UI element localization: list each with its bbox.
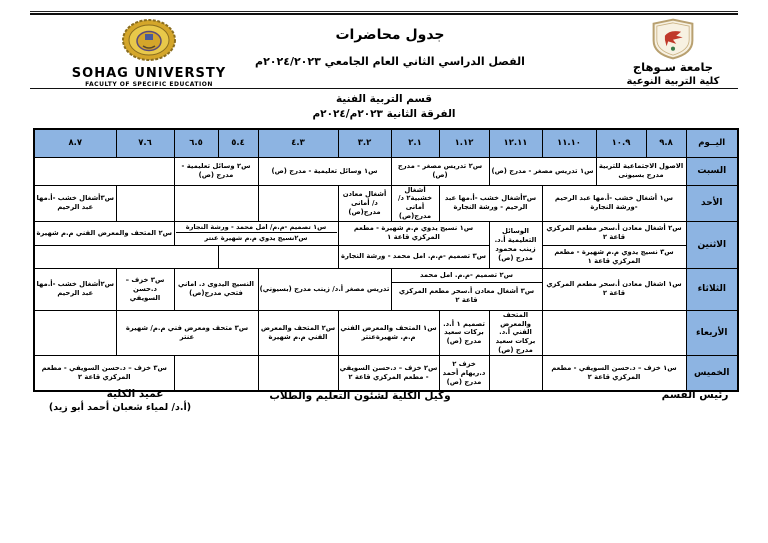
grade-title: الفرقة الثانية ٢٠٢٣م/٢٠٢٤م xyxy=(312,108,456,120)
table-row xyxy=(34,185,738,221)
day-label-wednesday: الأربعاء xyxy=(686,310,738,355)
schedule-cell: س٣أشغال خشب -أ.مها عبد الرحيم xyxy=(34,185,116,221)
time-slot-header: ٩.٨ xyxy=(646,129,686,157)
empty-cell xyxy=(218,245,338,268)
empty-cell xyxy=(258,185,338,221)
empty-cell xyxy=(174,355,258,391)
table-header-row xyxy=(34,129,738,157)
empty-cell xyxy=(258,355,338,391)
schedule-cell: س٢ تدريس مصغر - مدرج (ص) xyxy=(391,157,489,185)
university-name-ar: جامعة سـوهاج xyxy=(632,60,714,74)
schedule-cell: تدريس مصغر أ.د/ زينب مدرج (بسيوني) xyxy=(258,268,391,310)
day-label-thursday: الخميس xyxy=(686,355,738,391)
department-title: قسم التربية الفنية xyxy=(335,93,433,105)
time-slot-header: ٤.٣ xyxy=(258,129,338,157)
signature-dean: عميد الكلية xyxy=(106,388,164,400)
schedule-cell: س٣ خزف – د.حسن السويفي - مطعم المركزي قاعة ٢ xyxy=(34,355,174,391)
schedule-cell: الوسائل التعليمية أ.د. زينب محمود مدرج (ص) xyxy=(489,221,542,268)
table-row xyxy=(34,157,738,185)
time-slot-header: ٧.٦ xyxy=(116,129,174,157)
time-slot-header: ١.١٢ xyxy=(439,129,489,157)
signature-head-of-department: رئيس القسم xyxy=(661,389,729,401)
empty-cell xyxy=(116,185,174,221)
time-slot-header: ٢.١ xyxy=(391,129,439,157)
faculty-name-ar: كلية التربية النوعية xyxy=(626,76,720,87)
table-row xyxy=(34,268,738,282)
schedule-cell: س٢ تصميم -م.م. امل محمد xyxy=(391,268,542,282)
empty-cell xyxy=(34,310,116,355)
header-divider-rule xyxy=(30,88,738,89)
schedule-cell: س٢نسيج يدوي م.م شهيرة عنتر xyxy=(204,234,308,243)
schedule-cell: س٣أشغال خشب -أ.مها عبد الرحيم - ورشة النجارة xyxy=(439,185,542,221)
document-title-block xyxy=(240,27,540,68)
gold-emblem-icon xyxy=(34,18,264,64)
faculty-name-en: FACULTY OF SPECIFIC EDUCATION xyxy=(85,81,213,88)
time-slot-header: ١١.١٠ xyxy=(542,129,596,157)
schedule-cell: س٢ وسائل تعليمية - مدرج (ص) xyxy=(174,157,258,185)
table-row xyxy=(34,221,738,245)
empty-cell xyxy=(174,185,258,221)
schedule-cell: الاصول الاجتماعية للتربية مدرج بسيونى xyxy=(596,157,686,185)
schedule-cell-split xyxy=(174,221,338,245)
top-double-rule xyxy=(30,11,738,15)
time-slot-header: ٨.٧ xyxy=(34,129,116,157)
schedule-cell: س٢ المتحف والمعرض الفني م.م شهيرة xyxy=(258,310,338,355)
schedule-cell: س١ اشغال معادن أ.سحر مطعم المركزي قاعة ٢ xyxy=(542,268,686,310)
arabic-header-block xyxy=(598,18,748,87)
day-label-tuesday: الثلاثاء xyxy=(686,268,738,310)
table-row xyxy=(34,245,738,268)
schedule-cell: أشغال خشبية٢ د/ أمانى مدرج(ص) xyxy=(391,185,439,221)
day-column-header: اليــوم xyxy=(686,129,738,157)
eagle-shield-icon xyxy=(598,18,748,60)
time-slot-header: ٣.٢ xyxy=(338,129,391,157)
schedule-cell: س٣ متحف ومعرض فني م.م/ شهيرة عنتر xyxy=(116,310,258,355)
time-slot-header: ١٠.٩ xyxy=(596,129,646,157)
empty-cell xyxy=(542,310,686,355)
schedule-cell: أشغال معادن د/ أمانى مدرج(ص) xyxy=(338,185,391,221)
schedule-cell: خزف ٢ د.ريهام أحمد مدرج (ص) xyxy=(439,355,489,391)
time-slot-header: ٥.٤ xyxy=(218,129,258,157)
schedule-cell: س٢ أشغال معادن أ.سحر مطعم المركزي قاعة ٢ xyxy=(542,221,686,245)
schedule-cell: س٣ تصميم -م.م. امل محمد - ورشة النجارة xyxy=(338,245,489,268)
table-row xyxy=(34,355,738,391)
english-header-block xyxy=(34,18,264,88)
schedule-cell: تصميم ١ أ.د. بركات سعيد مدرج (ص) xyxy=(439,310,489,355)
schedule-cell: س٢أشغال خشب -أ.مها عبد الرحيم xyxy=(34,268,116,310)
semester-subtitle: الفصل الدراسي الثاني العام الجامعي ٢٠٢٤/٢٠٢٣م xyxy=(255,55,525,68)
dean-name: (أ.د/ لمياء شعبان أحمد أبو زيد) xyxy=(48,402,192,413)
schedule-cell: س١ تصميم -م.م/ امل محمد - ورشة النجارة xyxy=(176,222,337,234)
schedule-cell: س١ وسائل تعليمية - مدرج (ص) xyxy=(258,157,391,185)
day-label-sunday: الأحد xyxy=(686,185,738,221)
schedule-cell: س١ تدريس مصغر - مدرج (ص) xyxy=(489,157,596,185)
schedule-cell: س١ المتحف والمعرض الفني م.م. شهيرةعنتر xyxy=(338,310,439,355)
empty-cell xyxy=(34,245,218,268)
schedule-cell: س١ خزف – د.حسن السويفي - مطعم المركزي قاعة ٢ xyxy=(542,355,686,391)
schedule-cell: س٢ المتحف والمعرض الفني م.م شهيرة xyxy=(34,221,174,245)
table-row xyxy=(34,310,738,355)
schedule-cell: س٣ أشغال معادن أ.سحر مطعم المركزي قاعة ٢ xyxy=(391,282,542,310)
schedule-cell: النسيج اليدوى د. اماني فتحي مدرج(ص) xyxy=(174,268,258,310)
schedule-cell: المتحف والمعرض الفني أ.د. بركات سعيد مدرج (ص) xyxy=(489,310,542,355)
university-name-en: SOHAG UNIVERSTY xyxy=(71,66,227,81)
page-title: جدول محاضرات xyxy=(335,27,445,43)
schedule-cell: س٣ نسيج يدوي م.م شهيرة - مطعم المركزي قاعة ١ xyxy=(542,245,686,268)
day-label-monday: الاثنين xyxy=(686,221,738,268)
schedule-cell: س٣ خزف – د.حسن السويفي xyxy=(116,268,174,310)
signature-vice-dean: وكيل الكلية لشئون التعليم والطلاب xyxy=(269,390,451,402)
time-slot-header: ١٢.١١ xyxy=(489,129,542,157)
empty-cell xyxy=(34,157,174,185)
schedule-cell: س١ أشغال خشب -أ.مها عبد الرحيم -ورشة النجارة xyxy=(542,185,686,221)
day-label-saturday: السبت xyxy=(686,157,738,185)
schedule-cell: س١ نسيج يدوي م.م شهيرة - مطعم المركزي قاعة ١ xyxy=(338,221,489,245)
lecture-schedule-table xyxy=(33,128,739,392)
empty-cell xyxy=(489,355,542,391)
schedule-cell: س٢ خزف – د.حسن السويفي - مطعم المركزي قاعة ٢ xyxy=(338,355,439,391)
time-slot-header: ٦.٥ xyxy=(174,129,218,157)
